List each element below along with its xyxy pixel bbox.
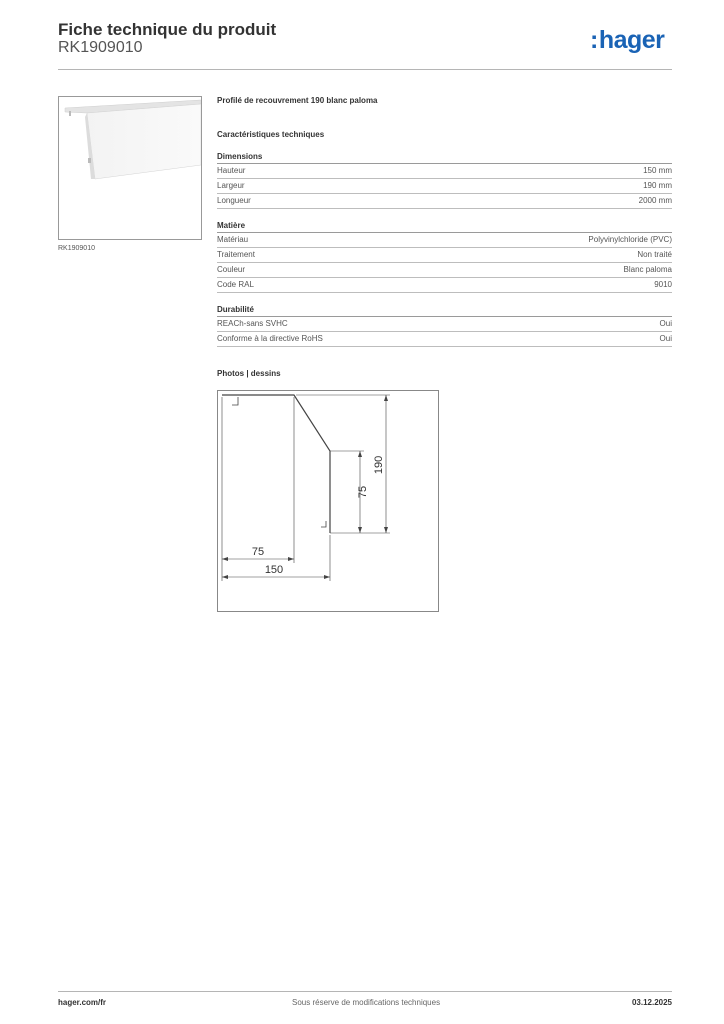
footer-website-link[interactable]: hager.com/fr — [58, 998, 107, 1007]
table-row — [217, 233, 672, 248]
dim-height-step: 75 — [357, 485, 369, 499]
characteristics-heading: Caractéristiques techniques — [217, 130, 325, 139]
hager-logo — [590, 26, 664, 55]
row-value: Oui — [659, 319, 672, 328]
row-value: Polyvinylchloride (PVC) — [588, 235, 672, 244]
table-row — [217, 278, 672, 293]
dim-width-total: 150 — [264, 564, 284, 576]
row-value: Blanc paloma — [623, 265, 672, 274]
group-title: Dimensions — [217, 152, 672, 164]
row-value: 9010 — [654, 280, 672, 289]
photos-heading: Photos | dessins — [217, 369, 281, 378]
group-title: Matière — [217, 221, 672, 233]
product-details — [217, 96, 672, 386]
logo-text: hager — [598, 26, 665, 54]
table-row — [217, 179, 672, 194]
group-dimensions — [217, 152, 672, 209]
group-material — [217, 221, 672, 293]
table-row — [217, 317, 672, 332]
row-value: 2000 mm — [638, 196, 672, 205]
row-value: Oui — [659, 334, 672, 343]
row-label: Longueur — [217, 196, 251, 205]
product-thumbnail — [58, 96, 202, 240]
row-label: Largeur — [217, 181, 245, 190]
profile-illustration-icon — [59, 97, 201, 239]
row-value: 150 mm — [643, 166, 672, 175]
table-row — [217, 263, 672, 278]
row-label: REACh-sans SVHC — [217, 319, 288, 328]
logo-colon-icon: : — [590, 26, 598, 54]
row-label: Conforme à la directive RoHS — [217, 334, 323, 343]
dimension-drawing-icon — [218, 391, 438, 611]
table-row — [217, 164, 672, 179]
footer-notice: Sous réserve de modifications techniques — [292, 998, 441, 1007]
footer-date: 03.12.2025 — [631, 998, 672, 1007]
row-label: Code RAL — [217, 280, 254, 289]
footer-divider — [58, 991, 672, 992]
header-divider — [58, 69, 672, 70]
dim-width-step: 75 — [251, 546, 265, 558]
group-durability — [217, 305, 672, 347]
product-name: Profilé de recouvrement 190 blanc paloma — [217, 96, 378, 105]
row-label: Matériau — [217, 235, 249, 244]
group-title: Durabilité — [217, 305, 672, 317]
row-label: Couleur — [217, 265, 246, 274]
table-row — [217, 248, 672, 263]
table-row — [217, 332, 672, 347]
table-row — [217, 194, 672, 209]
thumbnail-caption: RK1909010 — [58, 245, 95, 252]
page-title: Fiche technique du produit — [58, 20, 277, 39]
row-label: Hauteur — [217, 166, 246, 175]
row-label: Traitement — [217, 250, 255, 259]
dim-height-total: 190 — [373, 455, 385, 475]
product-reference: RK1909010 — [58, 39, 143, 56]
technical-drawing — [217, 390, 439, 612]
row-value: Non traité — [637, 250, 672, 259]
row-value: 190 mm — [643, 181, 672, 190]
